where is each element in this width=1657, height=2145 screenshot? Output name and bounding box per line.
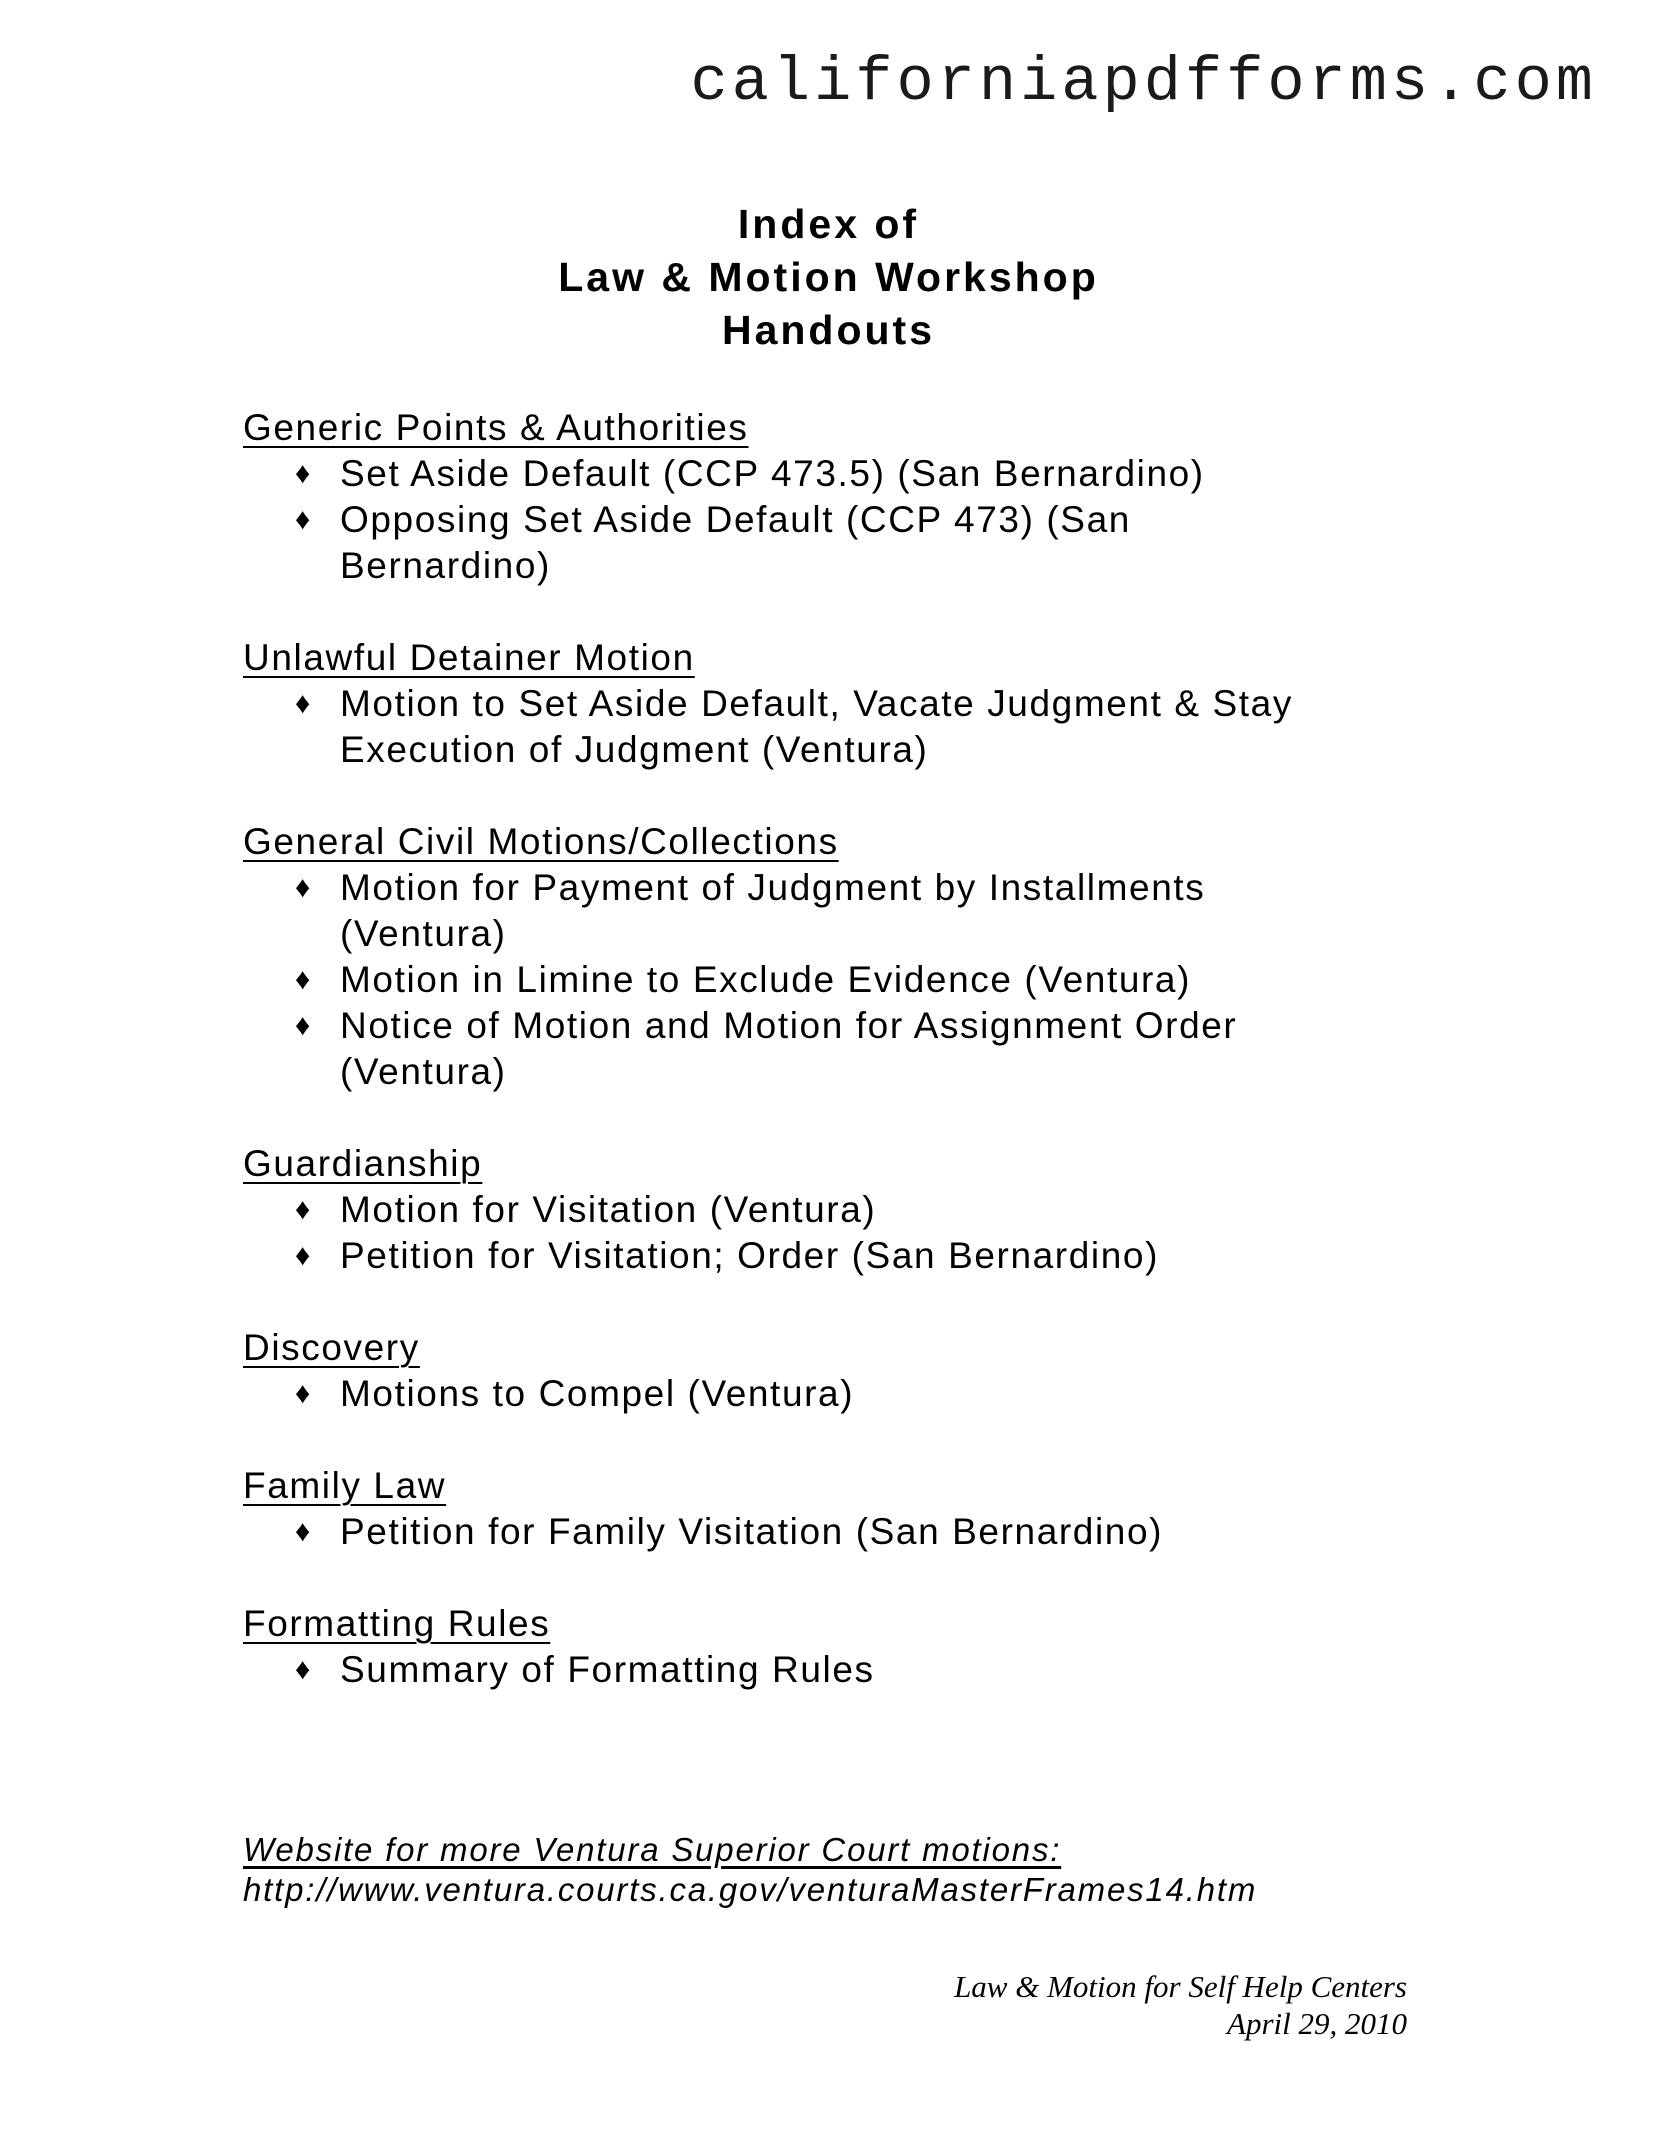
list-item-text: Motion for Payment of Judgment by Installments (Ventura) xyxy=(340,867,1206,954)
list-item xyxy=(243,451,1340,497)
diamond-bullet-icon: ♦ xyxy=(295,1653,312,1686)
section-general-civil xyxy=(243,819,1443,1095)
footer-date: April 29, 2010 xyxy=(1227,2006,1407,2041)
list-item-text: Motion for Visitation (Ventura) xyxy=(340,1189,877,1230)
page-title xyxy=(0,198,1657,357)
section-discovery xyxy=(243,1325,1443,1417)
list-item-text: Notice of Motion and Motion for Assignment Order (Ventura) xyxy=(340,1005,1238,1092)
diamond-bullet-icon: ♦ xyxy=(295,1239,312,1272)
section-heading: Unlawful Detainer Motion xyxy=(243,637,695,678)
item-list xyxy=(243,1647,1443,1693)
item-list xyxy=(243,1509,1443,1555)
website-url-link[interactable]: http://www.ventura.courts.ca.gov/venturaMasterFrames14.htm xyxy=(243,1871,1258,1908)
list-item xyxy=(243,497,1340,589)
diamond-bullet-icon: ♦ xyxy=(295,1515,312,1548)
section-heading: Guardianship xyxy=(243,1143,483,1184)
title-line-2: Law & Motion Workshop xyxy=(558,254,1099,300)
diamond-bullet-icon: ♦ xyxy=(295,1009,312,1042)
title-line-1: Index of xyxy=(737,201,920,247)
item-list xyxy=(243,1187,1443,1279)
section-heading: Discovery xyxy=(243,1327,420,1368)
list-item xyxy=(243,1509,1340,1555)
footer-title: Law & Motion for Self Help Centers xyxy=(954,1969,1407,2004)
list-item xyxy=(243,1187,1340,1233)
list-item xyxy=(243,957,1340,1003)
section-unlawful-detainer xyxy=(243,635,1443,773)
list-item-text: Opposing Set Aside Default (CCP 473) (San Bernardino) xyxy=(340,499,1131,586)
list-item-text: Motion to Set Aside Default, Vacate Judgment & Stay Execution of Judgment (Ventura) xyxy=(340,683,1293,770)
list-item xyxy=(243,1647,1340,1693)
diamond-bullet-icon: ♦ xyxy=(295,457,312,490)
list-item-text: Petition for Visitation; Order (San Bernardino) xyxy=(340,1235,1159,1276)
item-list xyxy=(243,865,1443,1095)
section-generic-points xyxy=(243,405,1443,589)
diamond-bullet-icon: ♦ xyxy=(295,687,312,720)
list-item xyxy=(243,681,1340,773)
website-reference xyxy=(243,1830,1257,1910)
section-family-law xyxy=(243,1463,1443,1555)
diamond-bullet-icon: ♦ xyxy=(295,871,312,904)
section-guardianship xyxy=(243,1141,1443,1279)
section-heading: General Civil Motions/Collections xyxy=(243,821,839,862)
list-item-text: Petition for Family Visitation (San Bernardino) xyxy=(340,1511,1164,1552)
diamond-bullet-icon: ♦ xyxy=(295,963,312,996)
section-heading: Family Law xyxy=(243,1465,447,1506)
handout-index xyxy=(243,405,1443,1739)
item-list xyxy=(243,451,1443,589)
list-item-text: Motion in Limine to Exclude Evidence (Ventura) xyxy=(340,959,1192,1000)
list-item-text: Summary of Formatting Rules xyxy=(340,1649,875,1690)
page-footer xyxy=(954,1968,1407,2042)
item-list xyxy=(243,681,1443,773)
diamond-bullet-icon: ♦ xyxy=(295,1193,312,1226)
section-heading: Formatting Rules xyxy=(243,1603,551,1644)
title-line-3: Handouts xyxy=(721,307,936,353)
list-item-text: Set Aside Default (CCP 473.5) (San Bernardino) xyxy=(340,453,1205,494)
section-formatting-rules xyxy=(243,1601,1443,1693)
list-item xyxy=(243,865,1340,957)
item-list xyxy=(243,1371,1443,1417)
diamond-bullet-icon: ♦ xyxy=(295,1377,312,1410)
watermark-text: californiapdfforms.com xyxy=(690,47,1597,118)
website-label: Website for more Ventura Superior Court motions: xyxy=(243,1831,1062,1868)
list-item xyxy=(243,1371,1340,1417)
diamond-bullet-icon: ♦ xyxy=(295,503,312,536)
list-item-text: Motions to Compel (Ventura) xyxy=(340,1373,855,1414)
list-item xyxy=(243,1003,1340,1095)
section-heading: Generic Points & Authorities xyxy=(243,407,749,448)
list-item xyxy=(243,1233,1340,1279)
